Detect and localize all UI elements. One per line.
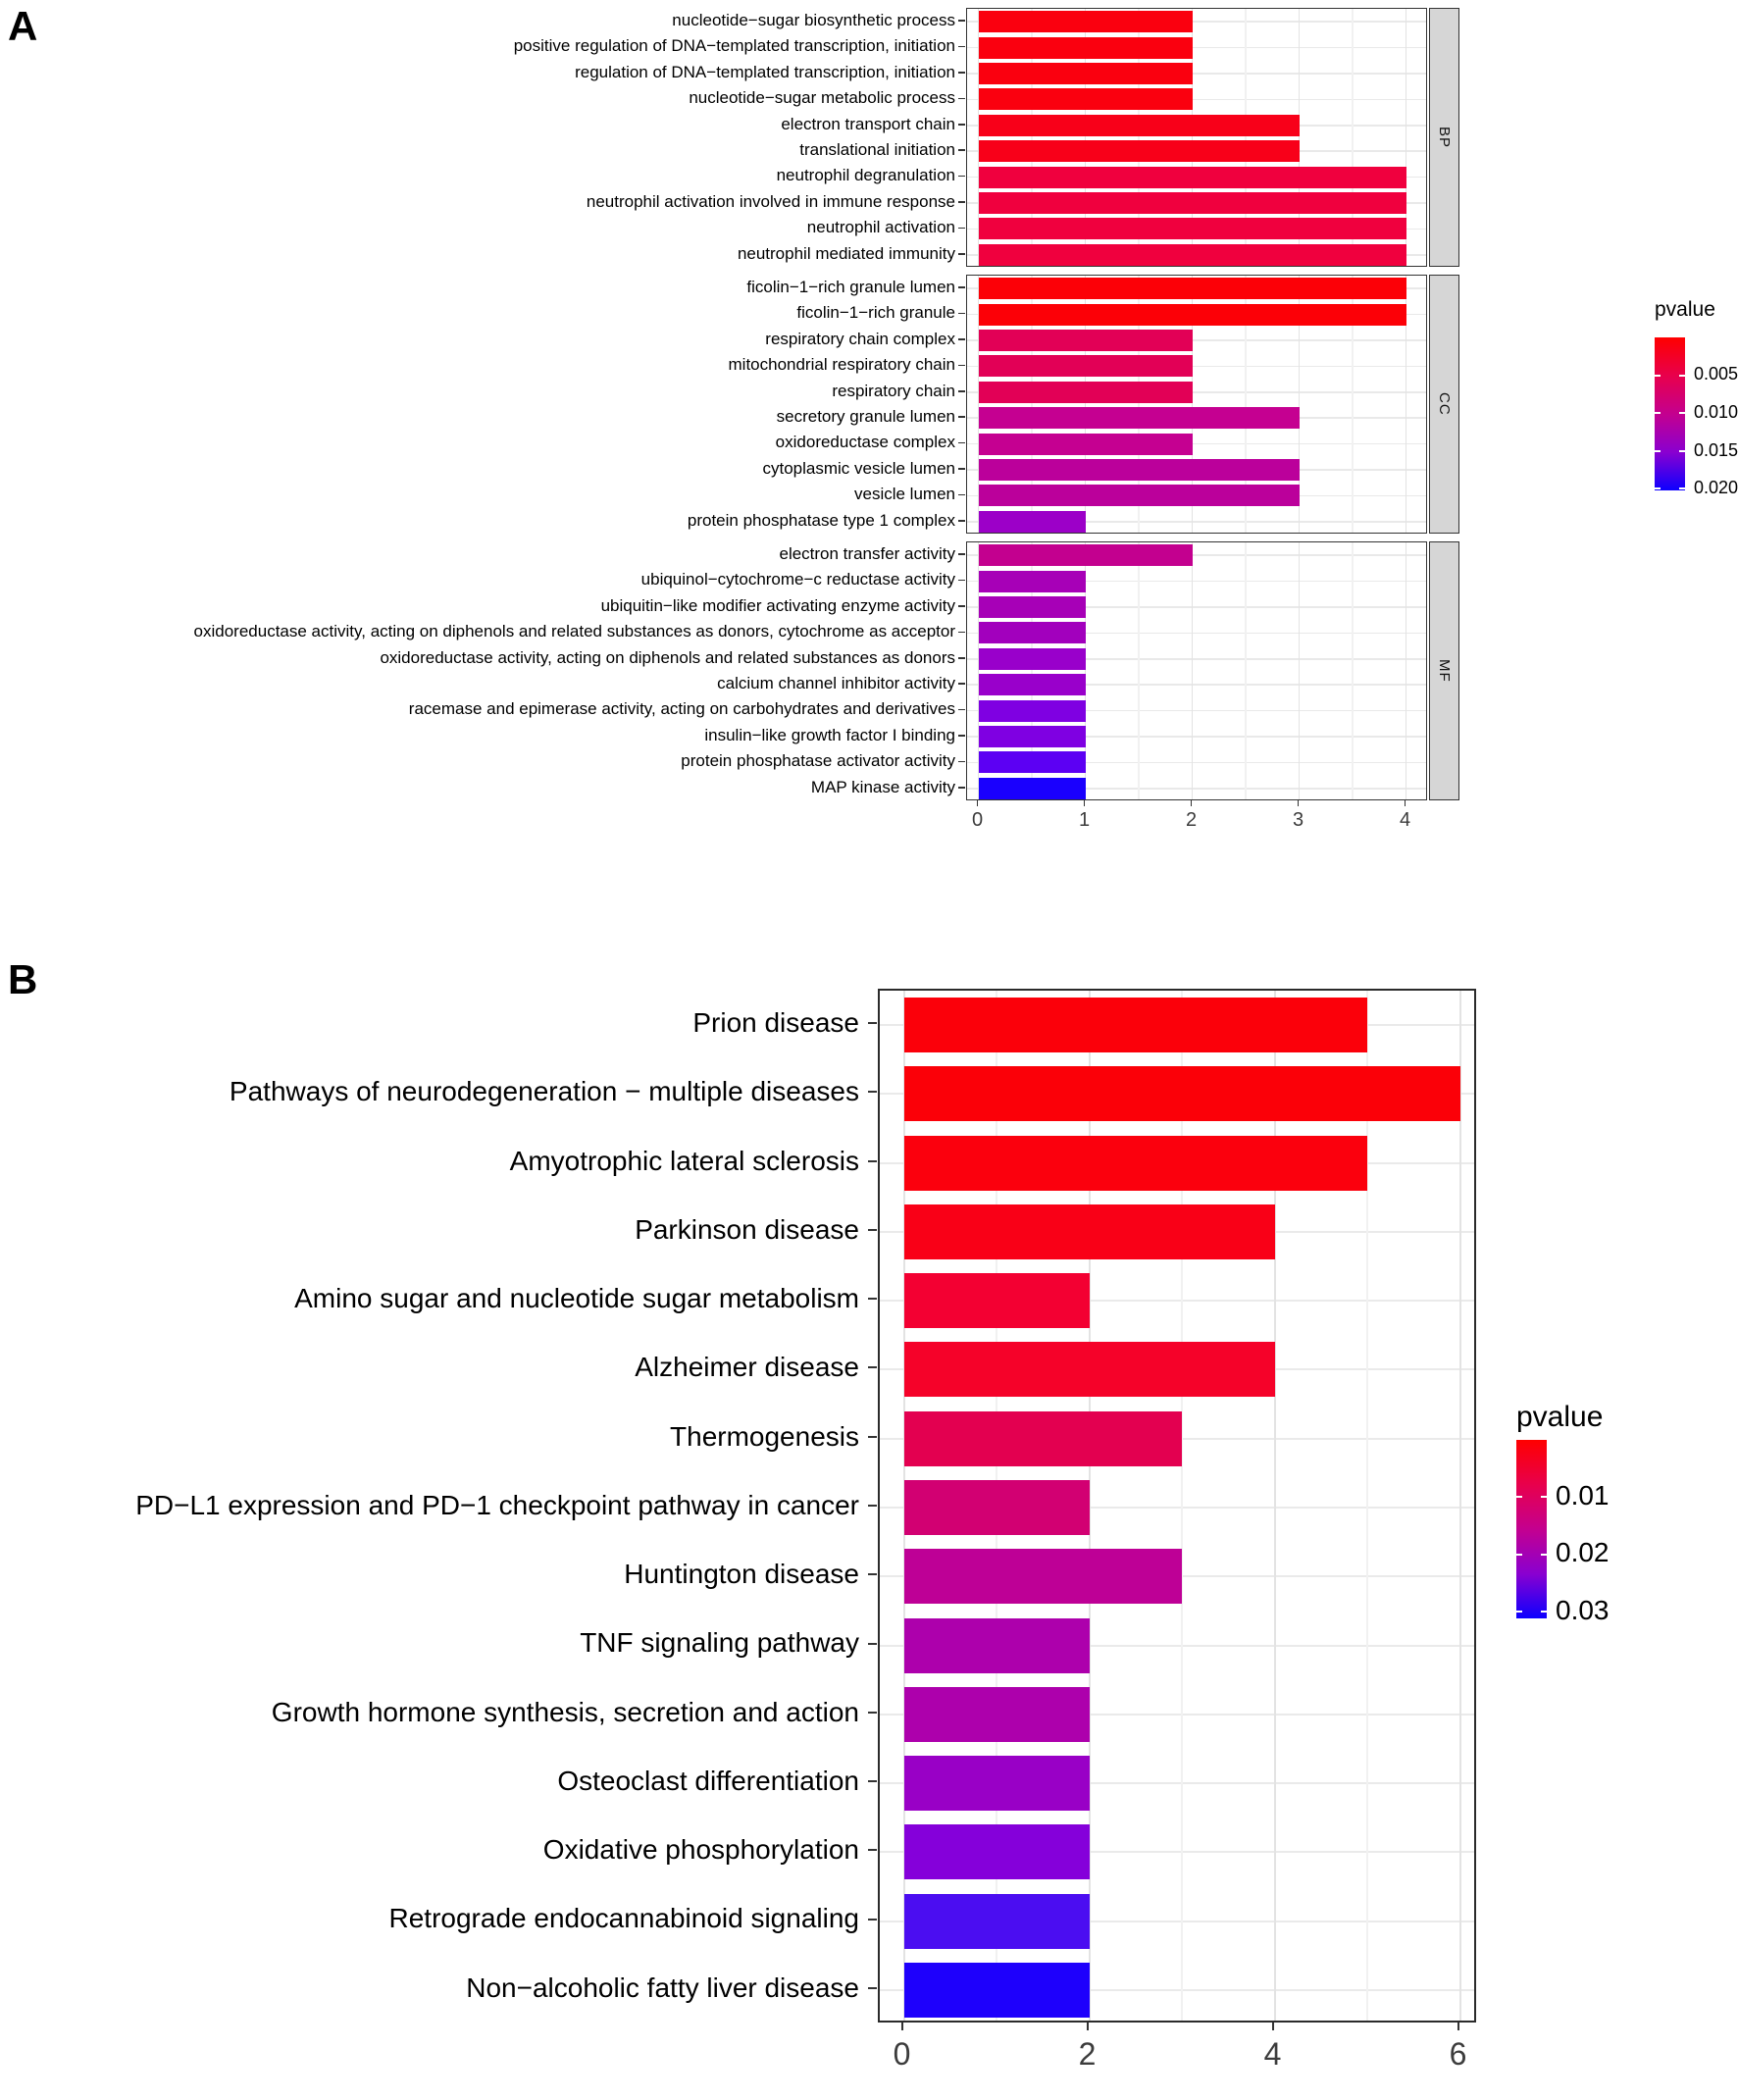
plot-panel xyxy=(966,541,1427,800)
category-label: ubiquitin−like modifier activating enzyme activity xyxy=(600,595,955,615)
legend-tick-label: 0.020 xyxy=(1694,478,1738,498)
category-label: racemase and epimerase activity, acting on carbohydrates and derivatives xyxy=(408,699,955,719)
facet-strip-label: CC xyxy=(1436,392,1453,416)
gridline-v-major xyxy=(1192,542,1194,799)
bar xyxy=(979,778,1086,799)
facet-strip xyxy=(1429,541,1459,800)
x-tick xyxy=(901,2023,903,2030)
bar xyxy=(904,1204,1275,1259)
facet xyxy=(0,275,1461,534)
y-tick xyxy=(958,468,965,470)
x-tick-label: 0 xyxy=(971,809,984,831)
bar xyxy=(979,278,1406,299)
y-tick xyxy=(868,1919,877,1921)
gridline-v-minor xyxy=(1352,542,1354,799)
y-tick xyxy=(958,657,965,659)
facet-strip xyxy=(1429,8,1459,267)
y-tick xyxy=(958,416,965,418)
x-tick xyxy=(977,800,979,806)
x-tick xyxy=(1084,800,1086,806)
bar xyxy=(904,1136,1368,1191)
category-label: Osteoclast differentiation xyxy=(557,1765,859,1796)
panel-b-letter: B xyxy=(8,956,38,1002)
y-tick xyxy=(958,442,965,444)
y-tick xyxy=(958,605,965,607)
legend-tick-dash xyxy=(1679,487,1685,489)
category-label: Amino sugar and nucleotide sugar metabolism xyxy=(294,1283,859,1314)
legend-title: pvalue xyxy=(1655,298,1715,321)
bar xyxy=(904,1342,1275,1397)
legend-tick-dash xyxy=(1655,375,1661,377)
bar xyxy=(979,571,1086,592)
x-tick xyxy=(1272,2023,1274,2030)
legend-tick-label: 0.03 xyxy=(1556,1594,1610,1625)
category-label: secretory granule lumen xyxy=(776,407,955,426)
x-tick-label: 0 xyxy=(893,2036,911,2072)
bar xyxy=(979,330,1193,351)
bar xyxy=(979,244,1406,266)
y-tick xyxy=(958,709,965,711)
bar xyxy=(979,88,1193,110)
facet-strip-label: MF xyxy=(1436,659,1453,683)
bar xyxy=(979,192,1406,214)
x-tick xyxy=(1457,2023,1459,2030)
gridline-v-major xyxy=(1406,542,1407,799)
legend-tick-label: 0.015 xyxy=(1694,439,1738,460)
y-tick xyxy=(958,98,965,100)
y-tick xyxy=(868,1160,877,1162)
y-tick xyxy=(958,761,965,763)
x-tick-label: 2 xyxy=(1078,2036,1097,2072)
facet-strip-label: BP xyxy=(1436,126,1453,148)
bar xyxy=(979,218,1406,239)
legend-tick-dash xyxy=(1679,450,1685,452)
bar xyxy=(979,382,1193,403)
legend-title: pvalue xyxy=(1516,1401,1604,1433)
x-tick xyxy=(1405,800,1406,806)
legend-tick-dash xyxy=(1541,1554,1547,1556)
y-tick xyxy=(958,735,965,737)
bar xyxy=(979,167,1406,188)
y-tick xyxy=(868,1573,877,1575)
y-tick xyxy=(868,1436,877,1438)
plot-panel xyxy=(966,275,1427,534)
bar xyxy=(904,1411,1183,1466)
category-label: Prion disease xyxy=(692,1007,859,1038)
x-tick-label: 2 xyxy=(1185,809,1198,831)
legend-tick-label: 0.01 xyxy=(1556,1479,1610,1511)
bar xyxy=(904,1824,1090,1879)
category-label: neutrophil activation xyxy=(806,218,955,237)
category-label: mitochondrial respiratory chain xyxy=(728,355,955,375)
category-label: ubiquinol−cytochrome−c reductase activity xyxy=(640,570,955,589)
category-label: Growth hormone synthesis, secretion and action xyxy=(271,1696,859,1727)
y-tick xyxy=(868,1091,877,1093)
bar xyxy=(904,1894,1090,1949)
bar xyxy=(979,407,1300,429)
y-tick xyxy=(868,1022,877,1024)
bar xyxy=(904,1687,1090,1742)
y-tick xyxy=(868,1229,877,1231)
legend-tick-dash xyxy=(1679,412,1685,414)
category-label: insulin−like growth factor I binding xyxy=(704,725,955,744)
bar xyxy=(979,459,1300,481)
y-tick xyxy=(958,338,965,340)
bar xyxy=(979,37,1193,59)
bar xyxy=(979,751,1086,773)
y-tick xyxy=(868,1780,877,1782)
y-tick xyxy=(868,1712,877,1714)
x-tick-label: 4 xyxy=(1263,2036,1282,2072)
bar xyxy=(904,1756,1090,1811)
bar xyxy=(904,1963,1090,2018)
bar xyxy=(979,140,1300,162)
category-label: Parkinson disease xyxy=(635,1213,859,1245)
bar xyxy=(904,1480,1090,1535)
category-label: regulation of DNA−templated transcription, initiation xyxy=(575,62,955,81)
bar xyxy=(904,998,1368,1052)
category-label: oxidoreductase activity, acting on diphenols and related substances as donors, cytochrome as acceptor xyxy=(193,622,955,641)
category-label: neutrophil mediated immunity xyxy=(737,243,955,263)
y-tick xyxy=(958,124,965,126)
y-tick xyxy=(958,228,965,230)
panel-a-chart xyxy=(0,0,1738,844)
x-tick-label: 3 xyxy=(1292,809,1304,831)
bar xyxy=(979,726,1086,747)
category-label: Huntington disease xyxy=(624,1559,859,1590)
y-tick xyxy=(868,1643,877,1645)
plot-panel xyxy=(966,8,1427,267)
y-tick xyxy=(868,1298,877,1300)
facet xyxy=(0,541,1461,800)
bar xyxy=(979,622,1086,643)
category-label: translational initiation xyxy=(799,140,955,159)
category-label: nucleotide−sugar biosynthetic process xyxy=(672,11,955,29)
category-label: Oxidative phosphorylation xyxy=(542,1834,859,1866)
y-tick xyxy=(868,1366,877,1368)
category-label: Thermogenesis xyxy=(670,1420,859,1452)
panel-a-letter: A xyxy=(8,3,38,49)
x-tick-label: 1 xyxy=(1078,809,1091,831)
bar xyxy=(979,511,1086,533)
plot-panel xyxy=(878,989,1476,2023)
legend-tick-label: 0.02 xyxy=(1556,1537,1610,1568)
category-label: neutrophil activation involved in immune response xyxy=(586,191,955,211)
legend-tick-dash xyxy=(1541,1611,1547,1613)
y-tick xyxy=(958,683,965,685)
panel-b-chart xyxy=(0,942,1738,2100)
legend-tick-dash xyxy=(1516,1554,1522,1556)
category-label: ficolin−1−rich granule lumen xyxy=(746,278,955,296)
bar xyxy=(979,648,1086,670)
bar xyxy=(979,700,1086,722)
category-label: Alzheimer disease xyxy=(635,1352,859,1383)
legend-tick-dash xyxy=(1516,1496,1522,1498)
category-label: electron transport chain xyxy=(781,114,955,133)
bar xyxy=(904,1618,1090,1673)
bar xyxy=(979,434,1193,455)
y-tick xyxy=(958,176,965,178)
bar xyxy=(979,596,1086,618)
category-label: Retrograde endocannabinoid signaling xyxy=(388,1903,859,1934)
y-tick xyxy=(958,72,965,74)
x-tick-label: 4 xyxy=(1399,809,1411,831)
y-tick xyxy=(958,580,965,582)
y-tick xyxy=(868,1987,877,1989)
y-tick xyxy=(958,20,965,22)
legend-tick-dash xyxy=(1655,412,1661,414)
legend-tick-dash xyxy=(1655,487,1661,489)
y-tick xyxy=(958,149,965,151)
category-label: vesicle lumen xyxy=(854,485,955,504)
legend-tick-label: 0.005 xyxy=(1694,364,1738,384)
gridline-v-minor xyxy=(1138,542,1140,799)
y-tick xyxy=(958,520,965,522)
x-tick-label: 6 xyxy=(1449,2036,1467,2072)
bar xyxy=(979,63,1193,84)
facet-strip xyxy=(1429,275,1459,534)
y-tick xyxy=(868,1849,877,1851)
y-tick xyxy=(958,787,965,789)
category-label: ficolin−1−rich granule xyxy=(796,303,955,323)
category-label: neutrophil degranulation xyxy=(776,166,955,185)
y-tick xyxy=(958,390,965,392)
y-tick xyxy=(958,365,965,367)
bar xyxy=(979,355,1193,377)
category-label: protein phosphatase type 1 complex xyxy=(687,510,955,530)
x-tick xyxy=(1191,800,1193,806)
bar xyxy=(979,115,1300,136)
category-label: positive regulation of DNA−templated transcription, initiation xyxy=(513,36,955,56)
category-label: TNF signaling pathway xyxy=(580,1627,859,1659)
x-tick xyxy=(1298,800,1300,806)
category-label: MAP kinase activity xyxy=(810,777,955,796)
category-label: Pathways of neurodegeneration − multiple diseases xyxy=(229,1076,859,1107)
bar xyxy=(979,544,1193,566)
bar xyxy=(979,674,1086,695)
bar xyxy=(979,11,1193,32)
bar xyxy=(904,1273,1090,1328)
legend-tick-label: 0.010 xyxy=(1694,402,1738,423)
x-tick xyxy=(1087,2023,1089,2030)
bar xyxy=(904,1066,1460,1121)
category-label: cytoplasmic vesicle lumen xyxy=(762,458,955,478)
y-tick xyxy=(958,313,965,315)
y-tick xyxy=(958,553,965,555)
gridline-v-major xyxy=(1459,991,1461,2021)
category-label: Amyotrophic lateral sclerosis xyxy=(509,1145,859,1176)
y-tick xyxy=(868,1505,877,1507)
category-label: PD−L1 expression and PD−1 checkpoint pathway in cancer xyxy=(135,1489,859,1520)
legend-tick-dash xyxy=(1679,375,1685,377)
y-tick xyxy=(958,46,965,48)
legend-tick-dash xyxy=(1516,1611,1522,1613)
facet xyxy=(0,3,1461,267)
bar xyxy=(904,1549,1183,1604)
category-label: respiratory chain xyxy=(832,381,955,400)
category-label: respiratory chain complex xyxy=(765,329,955,348)
category-label: electron transfer activity xyxy=(779,544,955,563)
legend-gradient xyxy=(1516,1440,1547,1618)
bar xyxy=(979,304,1406,326)
y-tick xyxy=(958,286,965,288)
legend-tick-dash xyxy=(1655,450,1661,452)
legend-tick-dash xyxy=(1541,1496,1547,1498)
category-label: Non−alcoholic fatty liver disease xyxy=(466,1972,859,2003)
gridline-v-major xyxy=(1299,542,1301,799)
y-tick xyxy=(958,494,965,496)
gridline-v-minor xyxy=(1245,542,1247,799)
y-tick xyxy=(958,632,965,634)
y-tick xyxy=(958,201,965,203)
bar xyxy=(979,485,1300,506)
category-label: nucleotide−sugar metabolic process xyxy=(689,88,955,108)
category-label: protein phosphatase activator activity xyxy=(681,751,955,771)
category-label: oxidoreductase complex xyxy=(775,433,955,452)
y-tick xyxy=(958,253,965,255)
category-label: calcium channel inhibitor activity xyxy=(717,674,955,692)
category-label: oxidoreductase activity, acting on diphenols and related substances as donors xyxy=(380,647,955,667)
